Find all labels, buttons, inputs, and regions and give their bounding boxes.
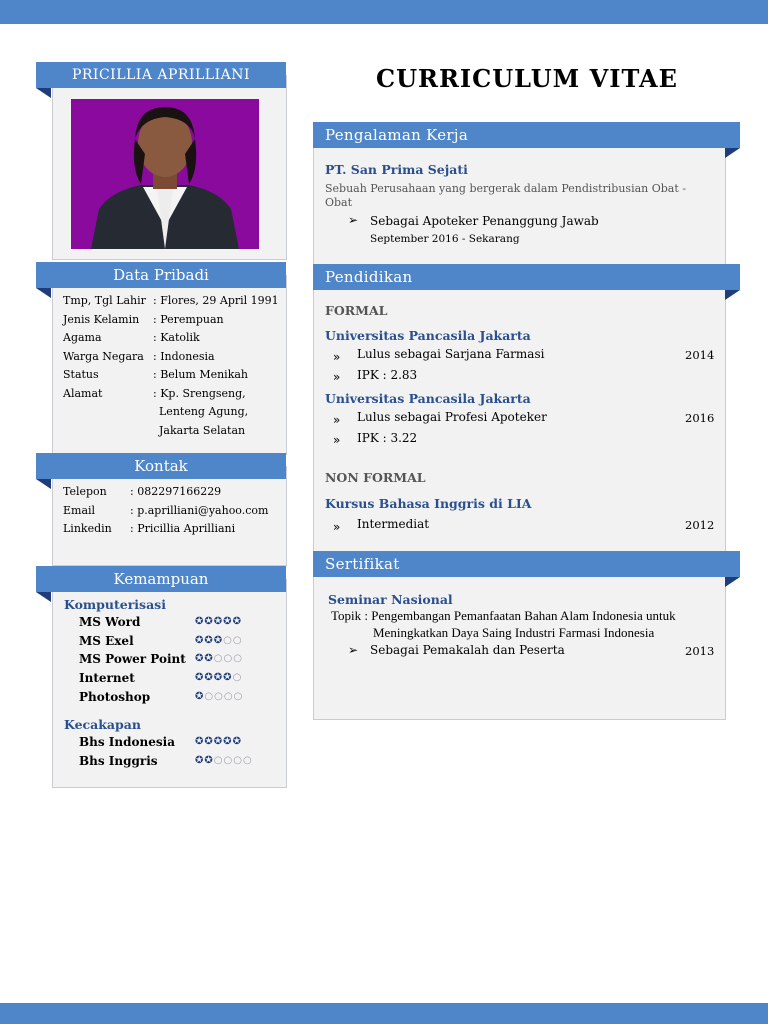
uni1-degree: Lulus sebagai Sarjana Farmasi	[357, 347, 545, 361]
uni2-degree: Lulus sebagai Profesi Apoteker	[357, 410, 547, 424]
personal-info-list	[63, 292, 283, 452]
info-label: Telepon	[63, 485, 107, 498]
info-label: Tmp, Tgl Lahir	[63, 294, 146, 307]
certificate-title: Seminar Nasional	[328, 592, 453, 607]
empty-star-icon: ○	[232, 634, 243, 646]
section-title: Pengalaman Kerja	[325, 126, 469, 144]
info-value: : Belum Menikah	[153, 368, 249, 381]
profile-photo	[71, 99, 259, 249]
empty-star-icon: ○	[242, 754, 253, 766]
info-value: : Katolik	[153, 331, 200, 344]
university-1: Universitas Pancasila Jakarta	[325, 328, 531, 343]
skill-name: Photoshop	[79, 689, 151, 704]
arrow-icon: »	[333, 520, 341, 534]
uni1-gpa: IPK : 2.83	[357, 368, 418, 382]
info-value: : Indonesia	[153, 349, 215, 363]
filled-star-icon: ✪	[213, 616, 224, 627]
filled-star-icon: ✪	[204, 653, 214, 665]
star-rating	[195, 755, 253, 766]
filled-star-icon: ✪	[204, 634, 214, 646]
filled-star-icon: ✪	[223, 736, 233, 747]
contact-list	[63, 483, 283, 543]
section-kemampuan	[36, 566, 286, 592]
section-kontak	[36, 453, 286, 479]
section-title: Sertifikat	[325, 555, 400, 573]
empty-star-icon: ○	[213, 754, 224, 766]
ribbon-fold	[725, 290, 740, 300]
ribbon-fold	[725, 148, 740, 158]
filled-star-icon: ✪	[204, 736, 214, 747]
job-period: September 2016 - Sekarang	[370, 233, 520, 245]
skill-name: MS Word	[79, 615, 141, 629]
star-rating	[195, 672, 242, 683]
ribbon-fold	[36, 288, 51, 298]
university-2: Universitas Pancasila Jakarta	[325, 391, 531, 406]
candidate-name: PRICILLIA APRILLIANI	[71, 67, 251, 83]
nonformal-label: NON FORMAL	[325, 470, 426, 485]
filled-star-icon: ✪	[213, 672, 224, 684]
info-label: Alamat	[63, 386, 103, 400]
filled-star-icon: ✪	[195, 616, 205, 627]
ribbon-fold	[725, 577, 740, 587]
filled-star-icon: ✪	[213, 736, 224, 747]
section-pengalaman	[313, 122, 740, 148]
skill-name: Bhs Inggris	[79, 753, 158, 768]
arrow-icon: »	[333, 350, 341, 364]
section-pendidikan	[313, 264, 740, 290]
filled-star-icon: ✪	[195, 690, 205, 702]
filled-star-icon: ✪	[232, 736, 242, 747]
empty-star-icon: ○	[213, 653, 224, 665]
empty-star-icon: ○	[204, 690, 215, 702]
skill-name: MS Power Point	[79, 652, 186, 667]
info-value: : p.aprilliani@yahoo.com	[130, 503, 269, 517]
info-value: : Pricillia Aprilliani	[130, 522, 236, 535]
empty-star-icon: ○	[223, 690, 234, 702]
info-value: : Perempuan	[153, 312, 224, 326]
info-label: Warga Negara	[63, 349, 144, 363]
filled-star-icon: ✪	[195, 634, 205, 646]
ribbon-fold	[36, 479, 51, 489]
section-title: Data Pribadi	[113, 266, 209, 284]
star-rating	[195, 635, 243, 646]
name-ribbon	[36, 62, 286, 88]
filled-star-icon: ✪	[204, 754, 214, 766]
course-name: Kursus Bahasa Inggris di LIA	[325, 496, 532, 511]
skill-name: MS Exel	[79, 633, 134, 648]
filled-star-icon: ✪	[204, 672, 214, 684]
section-title: Kontak	[134, 457, 188, 475]
computer-skills-heading: Komputerisasi	[64, 597, 166, 612]
arrow-icon: »	[333, 370, 341, 384]
portrait-image	[71, 99, 259, 249]
section-data-pribadi	[36, 262, 286, 288]
top-band	[0, 0, 768, 24]
certificate-role: Sebagai Pemakalah dan Peserta	[370, 643, 565, 657]
section-sertifikat	[313, 551, 740, 577]
empty-star-icon: ○	[223, 754, 234, 766]
course-level: Intermediat	[357, 517, 430, 531]
ribbon-fold	[36, 592, 51, 602]
formal-label: FORMAL	[325, 303, 388, 318]
empty-star-icon: ○	[214, 690, 224, 702]
info-value: Lenteng Agung,	[159, 405, 249, 418]
filled-star-icon: ✪	[195, 754, 205, 766]
bullet-arrow-icon: ➢	[348, 643, 359, 657]
uni2-gpa: IPK : 3.22	[357, 431, 418, 445]
empty-star-icon: ○	[223, 653, 234, 665]
info-value: : Kp. Srengseng,	[153, 386, 246, 400]
empty-star-icon: ○	[233, 754, 243, 766]
empty-star-icon: ○	[232, 672, 243, 684]
info-label: Jenis Kelamin	[63, 312, 140, 326]
bullet-arrow-icon: ➢	[348, 213, 359, 227]
page-title: CURRICULUM VITAE	[376, 64, 678, 93]
arrow-icon: »	[333, 433, 341, 447]
info-value: Jakarta Selatan	[159, 423, 246, 437]
filled-star-icon: ✪	[213, 634, 224, 646]
arrow-icon: »	[333, 413, 341, 427]
filled-star-icon: ✪	[223, 672, 233, 684]
certificate-topic-line2: Meningkatkan Daya Saing Industri Farmasi Indonesia	[373, 625, 655, 640]
filled-star-icon: ✪	[223, 616, 233, 627]
ribbon-fold	[36, 88, 51, 98]
empty-star-icon: ○	[233, 690, 244, 702]
company-name: PT. San Prima Sejati	[325, 162, 468, 177]
skill-name: Bhs Indonesia	[79, 735, 175, 749]
filled-star-icon: ✪	[204, 616, 214, 627]
star-rating	[195, 616, 242, 627]
info-value: : Flores, 29 April 1991	[153, 294, 279, 307]
uni2-year: 2016	[685, 411, 715, 425]
skill-name: Internet	[79, 671, 135, 686]
certificate-year: 2013	[685, 644, 715, 658]
star-rating	[195, 653, 243, 664]
info-value: : 082297166229	[130, 485, 222, 498]
section-title: Kemampuan	[113, 570, 209, 588]
info-label: Status	[63, 368, 99, 381]
filled-star-icon: ✪	[195, 653, 205, 665]
uni1-year: 2014	[685, 348, 715, 362]
filled-star-icon: ✪	[232, 616, 242, 627]
company-description-line2: Obat	[325, 196, 353, 209]
star-rating	[195, 736, 242, 747]
certificate-topic-line1: Topik : Pengembangan Pemanfaatan Bahan Alam Indonesia untuk	[331, 608, 676, 623]
language-skills-heading: Kecakapan	[64, 717, 141, 732]
empty-star-icon: ○	[223, 634, 233, 646]
info-label: Linkedin	[63, 522, 112, 535]
empty-star-icon: ○	[233, 653, 243, 665]
info-label: Agama	[63, 331, 102, 344]
info-label: Email	[63, 503, 96, 517]
bottom-band	[0, 1003, 768, 1024]
filled-star-icon: ✪	[195, 672, 205, 684]
filled-star-icon: ✪	[195, 736, 205, 747]
star-rating	[195, 691, 243, 702]
section-title: Pendidikan	[325, 268, 413, 286]
job-role: Sebagai Apoteker Penanggung Jawab	[370, 214, 599, 228]
company-description-line1: Sebuah Perusahaan yang bergerak dalam Pendistribusian Obat -	[325, 182, 686, 195]
course-year: 2012	[685, 518, 715, 532]
